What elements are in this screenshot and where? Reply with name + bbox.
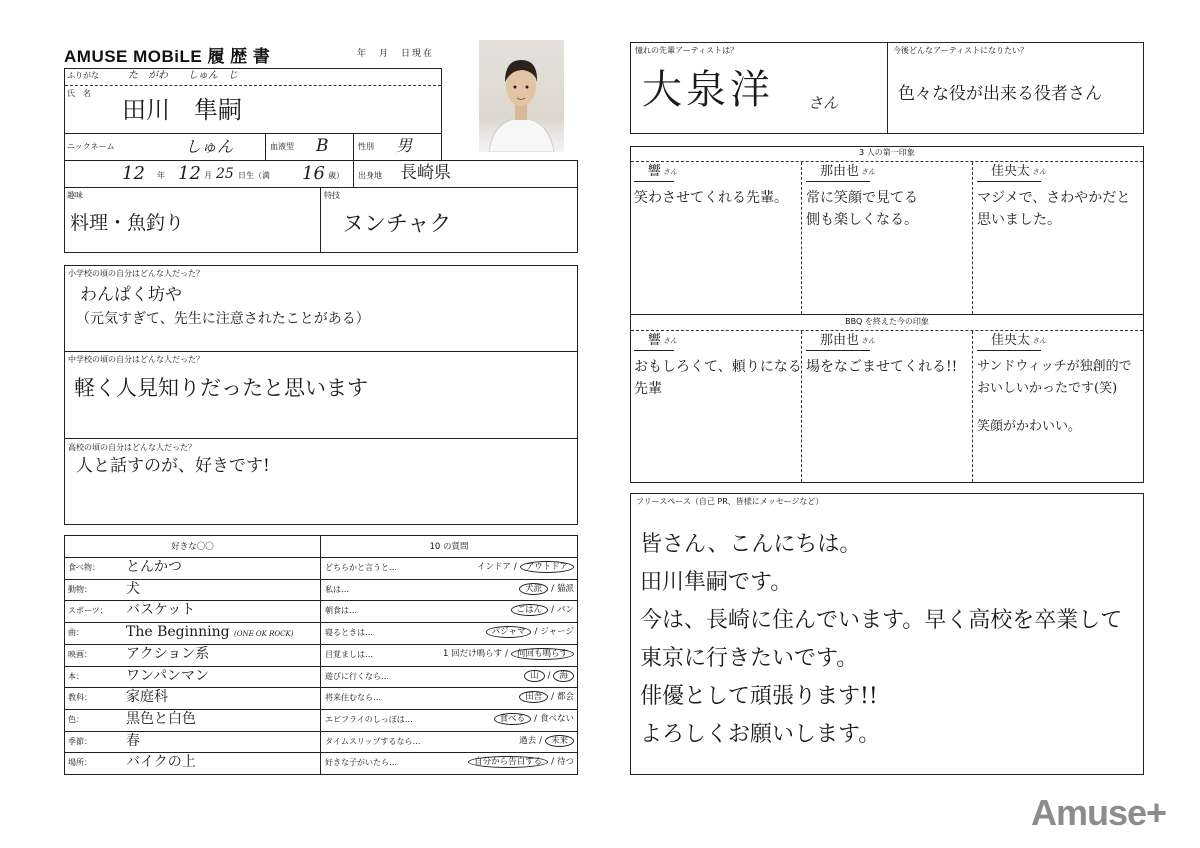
furigana-label: ふりがな [67,71,99,80]
free-space-line: 東京に行きたいです。 [640,646,859,671]
birth-month: 12 [178,163,201,184]
answer-separator: / [534,627,538,638]
impression-text: 側も楽しくなる。 [806,212,918,228]
answer-option-a: 過去 [519,735,537,746]
impression-name: 佳央太 [991,164,1031,179]
profile-photo [479,40,564,152]
impression-text: 常に笑顔で見てる [806,190,918,206]
impression-text: おもしろくて、頼りになる [634,359,802,375]
answer-separator: / [551,583,554,594]
question-answers [420,626,574,639]
answer-option-a: 1 回だけ鳴らす [442,648,503,659]
free-space-line: 俳優として頑張ります!! [640,684,878,709]
impression-text: 笑わさせてくれる先輩。 [634,190,788,206]
name-value: 田川 隼嗣 [122,96,242,124]
origin-label: 出身地 [358,171,382,180]
hobby-label: 趣味 [67,191,83,200]
answer-separator: / [539,735,542,746]
birth-day: 25 [216,166,234,182]
favorite-key: 場所： [68,758,92,768]
answer-separator: / [551,692,554,703]
question-answers [420,604,574,617]
row-divider [65,709,577,710]
answer-separator: / [534,713,537,724]
birth-year-label: 年 [157,171,165,180]
question-text: タイムスリップするなら… [325,736,421,746]
sex-label: 性別 [358,142,374,151]
impression-name-underline [634,181,674,182]
admired-label: 憧れの先輩アーティストは？ [635,46,739,55]
row-divider [65,644,577,645]
favorite-value: アクション系 [126,645,210,662]
row-divider [65,622,577,623]
favorite-value: 春 [126,732,140,749]
blood-value: B [316,136,329,156]
favorite-key: 本： [68,671,84,681]
question-text: 私は… [325,584,349,594]
impression-honorific: さん [1032,168,1046,176]
favorite-value: 黒色と白色 [126,710,196,727]
impression-honorific: さん [861,168,875,176]
furigana-value: た がわ しゅん じ [128,70,238,81]
high-school-answer: 人と話すのが、好きです! [76,456,270,476]
birth-month-label: 月 [204,171,212,180]
impression-name-underline [634,350,674,351]
impression-name: 響 [648,333,662,348]
birth-year: 12 [122,163,145,184]
favorite-value: バスケット [126,602,196,619]
question-text: 将来住むなら… [325,693,381,703]
impression-name: 那由也 [820,164,860,179]
impression-text: マジメで、さわやかだと [977,190,1131,206]
question-answers [420,648,574,661]
free-space-line: よろしくお願いします。 [640,722,881,747]
impression-name-underline [977,350,1041,351]
answer-option-b: 未来 [545,735,574,747]
favorite-key: 季節： [68,736,92,746]
row-divider [65,600,577,601]
impression-name-underline [806,350,870,351]
impression-text: サンドウィッチが独創的で [977,359,1132,374]
answer-separator: / [513,562,517,572]
age-label: 歳） [328,171,344,180]
blood-label: 血液型 [270,142,294,151]
junior-high-answer: 軽く人見知りだったと思います [74,376,368,400]
junior-high-question: 中学校の頃の自分はどんな人だった？ [68,355,204,364]
question-text: エビフライのしっぽは… [325,714,413,724]
answer-option-b: 海 [553,670,574,682]
favorite-key: 動物： [68,584,92,594]
question-text: 好きな子がいたら… [325,758,397,768]
favorite-key: スポーツ： [68,606,108,616]
answer-separator: / [547,670,551,681]
nickname-row [64,133,442,161]
amuse-plus-logo: Amuse+ [1031,792,1167,833]
impression-text: 先輩 [634,381,662,397]
nickname-label: ニックネーム [67,142,115,151]
impression-honorific: さん [663,337,677,345]
answer-option-a: パジャマ [486,626,532,638]
impression-text: 場をなごませてくれる!! [806,359,958,375]
origin-value: 長崎県 [400,163,451,183]
question-text: 朝食は… [325,606,357,616]
free-space-line: 皆さん、こんにちは。 [640,532,862,557]
age-value: 16 [302,163,325,184]
answer-option-b: 待つ [556,757,574,768]
answer-option-b: 何回も鳴らす [511,648,574,660]
hobby-value: 料理・魚釣り [70,212,185,234]
favorite-note: (ONE OK ROCK) [234,630,294,639]
answer-option-b: 食べない [539,713,574,724]
date-label: 年 月 日現在 [357,49,435,59]
admired-suffix: さん [808,94,839,112]
impression-honorific: さん [1032,337,1046,345]
question-answers [420,561,574,574]
favorite-value: バイクの上 [126,754,196,771]
answer-option-b: 都会 [556,692,574,703]
answer-option-a: ごはん [511,604,549,616]
question-answers [420,735,574,748]
impression-name: 那由也 [820,333,860,348]
answer-separator: / [505,648,508,659]
high-school-question: 高校の頃の自分はどんな人だった？ [68,443,196,452]
bbq-impression-header: BBQ を終えた今の印象 [845,317,929,326]
nickname-value: しゅん [185,137,234,156]
answer-option-a: インドア [477,562,511,572]
answer-option-a: 食べる [494,713,532,725]
admired-value: 大泉洋 [642,67,774,113]
answer-separator: / [551,605,554,616]
favorite-key: 映画： [68,649,92,659]
answer-option-a: 田舎 [519,691,548,703]
favorite-key: 曲： [68,628,84,638]
impression-name: 佳央太 [991,333,1031,348]
favorite-value: ワンパンマン [126,667,210,684]
impression-text: 思いました。 [977,212,1061,228]
person-silhouette [479,40,564,152]
question-answers [420,583,574,596]
elementary-answer-2: （元気すぎて、先生に注意されたことがある） [76,311,370,327]
free-space-label: フリースペース（自己 PR、皆様にメッセージなど） [636,497,824,506]
name-label: 氏 名 [67,89,91,98]
impression-name-underline [806,181,870,182]
question-answers [420,713,574,726]
impression-text: おいしいかったです(笑) [977,381,1118,396]
future-value: 色々な役が出来る役者さん [898,84,1102,104]
row-divider [65,666,577,667]
row-divider [65,579,577,580]
question-answers [420,670,574,683]
impression-honorific: さん [861,337,875,345]
skill-value: ヌンチャク [342,212,452,237]
answer-separator: / [551,757,554,768]
favorite-key: 教科： [68,693,92,703]
free-space-line: 田川隼嗣です。 [640,570,793,595]
question-text: どちらかと言うと… [325,563,397,572]
future-label: 今後どんなアーティストになりたい？ [893,46,1029,55]
impression-text: 笑顔がかわいい。 [977,419,1082,434]
answer-option-b: ジャージ [540,627,574,638]
favorite-value: 家庭科 [126,689,168,706]
elementary-answer-1: わんぱく坊や [80,285,182,305]
row-divider [65,752,577,753]
answer-option-a: 犬派 [519,583,548,595]
impression-honorific: さん [663,168,677,176]
birth-day-label: 日生（満 [238,171,270,180]
free-space-line: 今は、長崎に住んでいます。早く高校を卒業して [640,608,1123,633]
favorite-value: The Beginning [126,624,230,641]
answer-option-b: 猫派 [556,583,574,594]
answer-option-b: アウトドア [520,561,574,573]
favorite-value: とんかつ [126,559,182,575]
answer-option-a: 山 [524,670,545,682]
profile-name-box [64,68,442,134]
question-answers [420,691,574,704]
impression-name: 響 [648,164,662,179]
question-text: 寝るときは… [325,628,373,638]
sex-value: 男 [396,136,413,155]
favorites-header: 好きな〇〇 [171,542,214,552]
favorite-key: 食べ物： [68,563,100,572]
row-divider [65,731,577,732]
favorite-key: 色： [68,714,84,724]
ten-questions-header: 10 の質問 [429,542,469,552]
answer-option-b: パン [556,605,574,616]
skill-label: 特技 [324,191,340,200]
elementary-question: 小学校の頃の自分はどんな人だった？ [68,269,204,278]
answer-option-a: 自分から告白する [468,756,548,768]
first-impression-header: 3 人の第一印象 [859,148,915,157]
question-text: 遊びに行くなら… [325,671,389,681]
impression-name-underline [977,181,1041,182]
question-answers [420,756,574,769]
question-text: 目覚ましは… [325,649,373,659]
resume-title: AMUSE MOBiLE 履 歴 書 [64,47,271,66]
favorite-value: 犬 [126,580,140,597]
